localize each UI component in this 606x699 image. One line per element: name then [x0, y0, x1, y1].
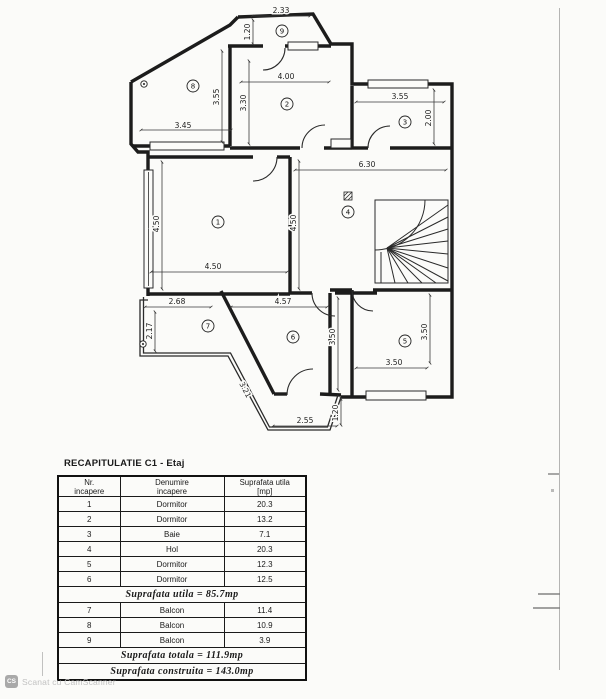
cell-nr: 7	[58, 603, 120, 618]
fold-tick	[551, 489, 554, 492]
table-row	[58, 497, 306, 512]
cell-name: Dormitor	[120, 497, 224, 512]
fold-tick	[548, 473, 559, 475]
dim-label: 3.55	[391, 92, 409, 101]
cell-area: 7.1	[224, 527, 306, 542]
fold-tick	[538, 593, 560, 595]
table-row	[58, 557, 306, 572]
dim-label: 1.20	[331, 404, 340, 422]
shaft-hatch-symbol	[344, 192, 352, 200]
summary-construita: Suprafata construita = 143.0mp	[58, 664, 306, 681]
table-row	[58, 512, 306, 527]
dim-label: 2.17	[145, 322, 154, 340]
room-label-4	[342, 206, 354, 218]
camscanner-icon: CS	[5, 675, 18, 688]
dimension-labels	[145, 6, 433, 425]
dim-label: 4.50	[152, 215, 161, 233]
summary-totala-row	[58, 648, 306, 664]
cell-area: 12.3	[224, 557, 306, 572]
svg-text:6: 6	[290, 333, 296, 342]
cell-nr: 4	[58, 542, 120, 557]
dim-label: 3.50	[328, 328, 337, 346]
room-label-3	[399, 116, 411, 128]
cell-nr: 6	[58, 572, 120, 587]
room-label-7	[202, 320, 214, 332]
camscanner-watermark	[5, 675, 116, 688]
cell-nr: 8	[58, 618, 120, 633]
dim-label: 3.50	[385, 358, 403, 367]
cell-area: 20.3	[224, 542, 306, 557]
header-nr: Nr. incapere	[58, 476, 120, 497]
fold-tick	[533, 607, 560, 609]
svg-text:9: 9	[279, 27, 285, 36]
cell-name: Balcon	[120, 633, 224, 648]
windows	[144, 42, 428, 400]
svg-text:2: 2	[284, 100, 290, 109]
dim-label: 2.68	[168, 297, 186, 306]
dim-label: 2.55	[296, 416, 314, 425]
summary-utila-row	[58, 587, 306, 603]
dim-label: 3.30	[239, 94, 248, 112]
table-title: RECAPITULATIE C1 - Etaj	[64, 458, 185, 469]
dim-label: 4.00	[277, 72, 295, 81]
room-label-8	[187, 80, 199, 92]
table-row	[58, 633, 306, 648]
room-label-9	[276, 25, 288, 37]
dim-label: 3.50	[420, 323, 429, 341]
svg-text:1: 1	[215, 218, 221, 227]
cell-area: 3.9	[224, 633, 306, 648]
cell-area: 11.4	[224, 603, 306, 618]
door-arcs	[253, 48, 390, 395]
room-label-5	[399, 335, 411, 347]
header-denumire: Denumire incapere	[120, 476, 224, 497]
dim-label: 3.55	[212, 88, 221, 106]
cell-name: Balcon	[120, 618, 224, 633]
table-row	[58, 542, 306, 557]
table-row	[58, 572, 306, 587]
cell-name: Balcon	[120, 603, 224, 618]
svg-text:8: 8	[190, 82, 196, 91]
cell-nr: 2	[58, 512, 120, 527]
cell-nr: 3	[58, 527, 120, 542]
cell-nr: 9	[58, 633, 120, 648]
recap-table	[57, 475, 307, 681]
cell-name: Dormitor	[120, 572, 224, 587]
dim-label: 4.50	[204, 262, 222, 271]
room-label-6	[287, 331, 299, 343]
dim-label: 4.50	[289, 214, 298, 232]
dim-label: 2.00	[424, 109, 433, 127]
svg-text:7: 7	[205, 322, 211, 331]
dim-label: 3.45	[174, 121, 192, 130]
cell-name: Dormitor	[120, 557, 224, 572]
dim-label: 6.30	[358, 160, 376, 169]
room-label-1	[212, 216, 224, 228]
cell-area: 12.5	[224, 572, 306, 587]
table-row	[58, 618, 306, 633]
summary-totala: Suprafata totala = 111.9mp	[58, 648, 306, 664]
header-suprafata: Suprafata utila [mp]	[224, 476, 306, 497]
cell-name: Dormitor	[120, 512, 224, 527]
dim-label: 4.57	[274, 297, 292, 306]
svg-text:4: 4	[345, 208, 351, 217]
table-row	[58, 603, 306, 618]
svg-text:5: 5	[402, 337, 408, 346]
page-fold-left	[42, 652, 43, 676]
staircase	[375, 200, 448, 283]
dim-label: 3.21	[237, 380, 254, 400]
cell-nr: 5	[58, 557, 120, 572]
camscanner-text: Scanat cu CamScanner	[22, 676, 116, 687]
svg-text:3: 3	[402, 118, 408, 127]
dim-label: 2.33	[272, 6, 290, 15]
room-label-2	[281, 98, 293, 110]
cell-area: 20.3	[224, 497, 306, 512]
summary-utila: Suprafata utila = 85.7mp	[58, 587, 306, 603]
balcony-parapets	[140, 297, 341, 430]
dim-label: 1.20	[243, 23, 252, 41]
table-header-row	[58, 476, 306, 497]
cell-name: Baie	[120, 527, 224, 542]
table-row	[58, 527, 306, 542]
cell-area: 13.2	[224, 512, 306, 527]
cell-nr: 1	[58, 497, 120, 512]
cell-name: Hol	[120, 542, 224, 557]
cell-area: 10.9	[224, 618, 306, 633]
page-fold-line	[559, 8, 560, 670]
